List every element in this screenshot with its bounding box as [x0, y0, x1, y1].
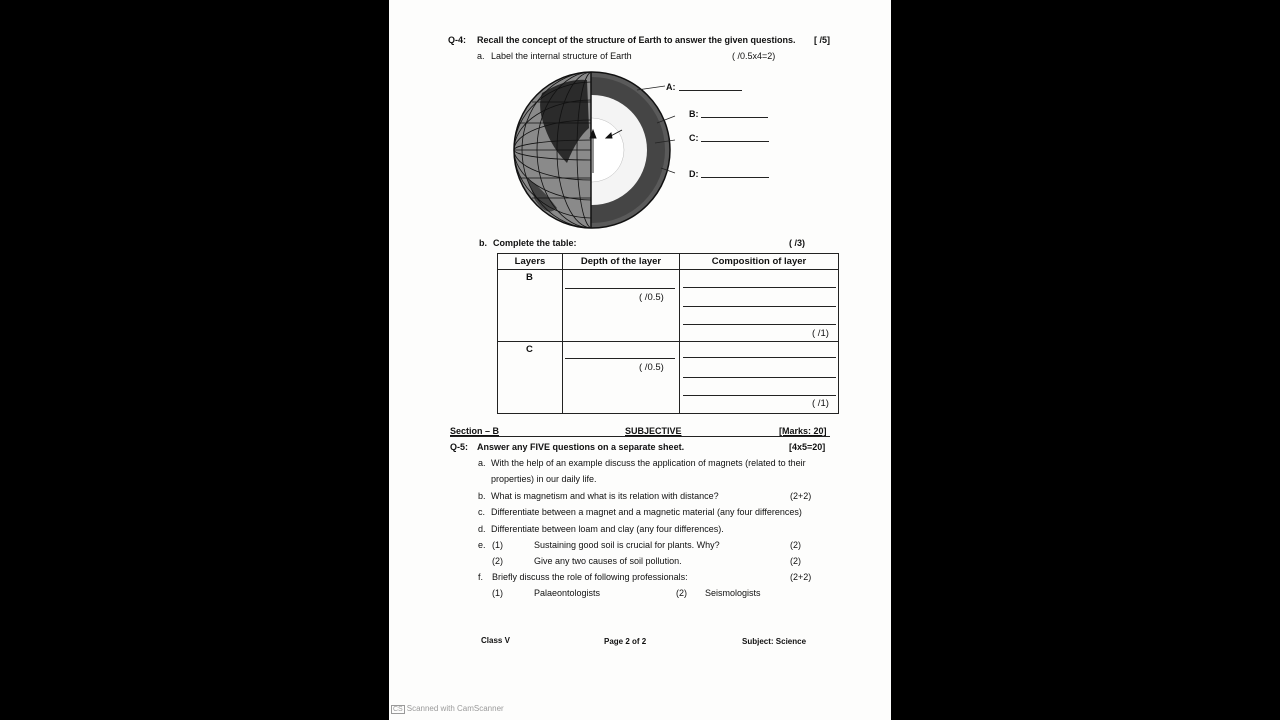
composition-marks: ( /1)	[812, 328, 829, 339]
composition-answer-line[interactable]	[683, 306, 836, 307]
section-divider	[450, 436, 830, 437]
q5f2-text: Seismologists	[705, 588, 761, 598]
layer-name: C	[526, 344, 533, 355]
watermark-text: Scanned with CamScanner	[406, 704, 504, 713]
q5e-label: e.	[478, 540, 486, 550]
footer-subject-value: Science	[775, 637, 807, 646]
exam-page	[389, 0, 891, 720]
q5f1-text: Palaeontologists	[534, 588, 601, 598]
q5f1-num: (1)	[492, 588, 503, 598]
footer-class: Class V	[481, 636, 510, 645]
q5f-label: f.	[478, 572, 484, 582]
q5b-label: b.	[478, 491, 486, 501]
header-depth: Depth of the layer	[563, 254, 680, 270]
q4-number: Q-4:	[448, 35, 466, 45]
q4-marks: [ /5]	[814, 35, 831, 45]
q5b-text: What is magnetism and what is its relation with distance?	[491, 491, 719, 501]
composition-answer-line[interactable]	[683, 377, 836, 378]
label-c: C:	[689, 133, 699, 143]
section-b-marks: [Marks: 20]	[779, 426, 827, 436]
composition-answer-line[interactable]	[683, 324, 836, 325]
table-row	[498, 342, 839, 414]
q5f-text: Briefly discuss the role of following professionals:	[492, 572, 688, 582]
q5a-label: a.	[478, 458, 486, 468]
composition-marks: ( /1)	[812, 398, 829, 409]
depth-cell[interactable]	[563, 270, 680, 342]
footer-subject-label: Subject:	[742, 637, 774, 646]
q5f2-num: (2)	[676, 588, 687, 598]
section-b-title: Section – B	[450, 426, 500, 436]
depth-marks: ( /0.5)	[639, 292, 664, 303]
answer-line-a[interactable]	[679, 90, 742, 91]
q5e1-marks: (2)	[790, 540, 801, 550]
composition-cell[interactable]	[680, 342, 839, 414]
label-b: B:	[689, 109, 699, 119]
depth-marks: ( /0.5)	[639, 362, 664, 373]
q5a-line1: With the help of an example discuss the application of magnets (related to their	[491, 458, 806, 468]
q5c-label: c.	[478, 507, 486, 517]
layer-cell	[498, 270, 563, 342]
depth-answer-line[interactable]	[565, 358, 675, 359]
table-row	[498, 270, 839, 342]
q4a-label: a.	[477, 51, 485, 61]
q4b-marks: ( /3)	[789, 238, 806, 248]
q5c-text: Differentiate between a magnet and a magnetic material (any four differences)	[491, 507, 802, 517]
q5-text: Answer any FIVE questions on a separate sheet.	[477, 442, 685, 452]
q5-marks: [4x5=20]	[789, 442, 826, 452]
layers-table	[497, 253, 839, 414]
footer-page: Page 2 of 2	[604, 637, 647, 646]
answer-line-c[interactable]	[701, 141, 769, 142]
q4b-label: b.	[479, 238, 487, 248]
q5e1-num: (1)	[492, 540, 503, 550]
q5-number: Q-5:	[450, 442, 468, 452]
section-b-subtitle: SUBJECTIVE	[625, 426, 682, 436]
earth-structure-diagram	[507, 68, 677, 233]
q5f-marks: (2+2)	[790, 572, 812, 582]
table-header-row	[498, 254, 839, 270]
label-a: A:	[666, 82, 676, 92]
q4a-text: Label the internal structure of Earth	[491, 51, 632, 61]
q4-text: Recall the concept of the structure of Earth to answer the given questions.	[477, 35, 796, 45]
q4a-marks: ( /0.5x4=2)	[732, 51, 776, 61]
q5a-line2: properties) in our daily life.	[491, 474, 597, 484]
q5d-label: d.	[478, 524, 486, 534]
header-composition: Composition of layer	[680, 254, 839, 270]
layer-cell	[498, 342, 563, 414]
q5e1-text: Sustaining good soil is crucial for plants. Why?	[534, 540, 720, 550]
answer-line-b[interactable]	[701, 117, 768, 118]
composition-answer-line[interactable]	[683, 395, 836, 396]
label-d: D:	[689, 169, 699, 179]
composition-cell[interactable]	[680, 270, 839, 342]
composition-answer-line[interactable]	[683, 357, 836, 358]
answer-line-d[interactable]	[701, 177, 769, 178]
q4b-text: Complete the table:	[493, 238, 577, 248]
header-layers: Layers	[498, 254, 563, 270]
q5b-marks: (2+2)	[790, 491, 812, 501]
layer-name: B	[526, 272, 533, 283]
q5d-text: Differentiate between loam and clay (any four differences).	[491, 524, 724, 534]
camscanner-watermark	[391, 704, 504, 714]
footer-subject	[742, 637, 806, 646]
q5e2-marks: (2)	[790, 556, 801, 566]
composition-answer-line[interactable]	[683, 287, 836, 288]
depth-cell[interactable]	[563, 342, 680, 414]
q5e2-num: (2)	[492, 556, 503, 566]
q5e2-text: Give any two causes of soil pollution.	[534, 556, 682, 566]
camscanner-logo-icon: CS	[393, 706, 403, 713]
depth-answer-line[interactable]	[565, 288, 675, 289]
